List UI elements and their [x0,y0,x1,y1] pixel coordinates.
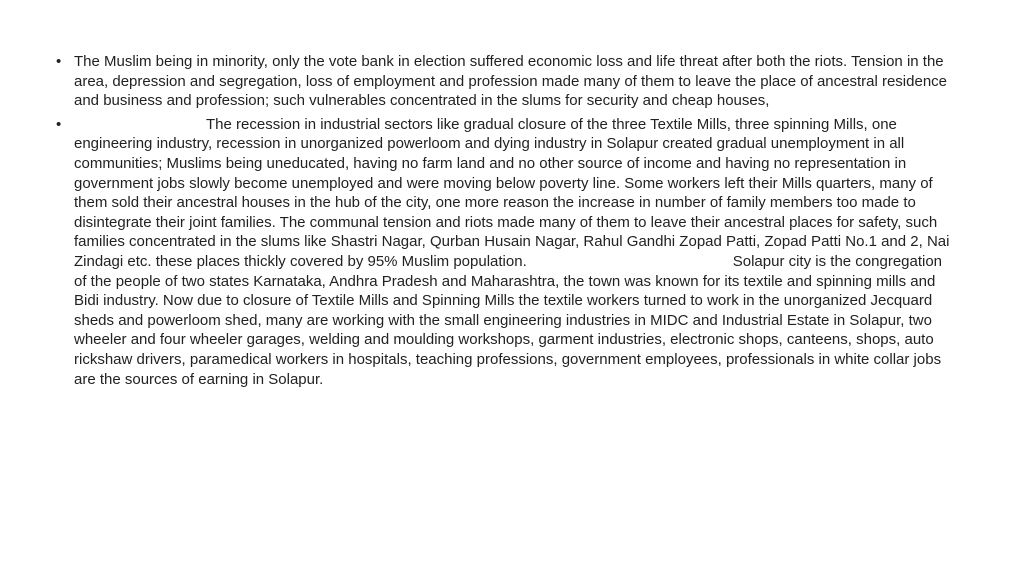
bullet-icon: • [56,115,62,133]
bullet-item-1 [56,52,956,111]
slide-content [56,52,956,393]
bullet-icon: • [56,53,62,70]
bullet-text-2b: Solapur city is the congregation of the people of two states Karnataka, Andhra Pradesh and Maharashtra, the town was known for its textile and spinning mills and Bidi industry. Now due to closure of Textile Mills and Spinning Mills the textile workers turned to work in the unorganized Jecquard sheds and powerloom shed, many are working with the small engineering industries in MIDC and Industrial Estate in Solapur, two wheeler and four wheeler garages, welding and moulding workshops, garment industries, electronic shops, canteens, shops, auto rickshaw drivers, paramedical workers in hospitals, teaching professions, government employees, professionals in white collar jobs are the sources of earning in Solapur. [74,252,943,388]
bullet-item-2 [56,115,956,389]
bullet-text-1: The Muslim being in minority, only the vote bank in election suffered economic loss and life threat after both the riots. Tension in the area, depression and segregation, loss of employment and profession made many of them to leave the place of ancestral residence and business and profession; such vulnerables concentrated in the slums for security and cheap houses, [74,53,948,110]
bullet-text-2a: The recession in industrial sectors like gradual closure of the three Textile Mills, three spinning Mills, one engineering industry, recession in unorganized powerloom and dying industry in Solapur created gradual unemployment in all communities; Muslims being uneducated, having no farm land and no other source of income and having no representation in government jobs slowly become unemployed and were moving below poverty line. Some workers left their Mills quarters, many of them sold their ancestral houses in the hub of the city, one more reason the increase in number of family members too made to disintegrate their joint families. The communal tension and riots made many of them to leave their ancestral places for safety, such families concentrated in the slums like Shastri Nagar, Qurban Husain Nagar, Rahul Gandhi Zopad Patti, Zopad Patti No.1 and 2, Nai Zindagi etc. these places thickly covered by 95% Muslim population. [74,115,950,270]
bullet-list [56,52,956,389]
